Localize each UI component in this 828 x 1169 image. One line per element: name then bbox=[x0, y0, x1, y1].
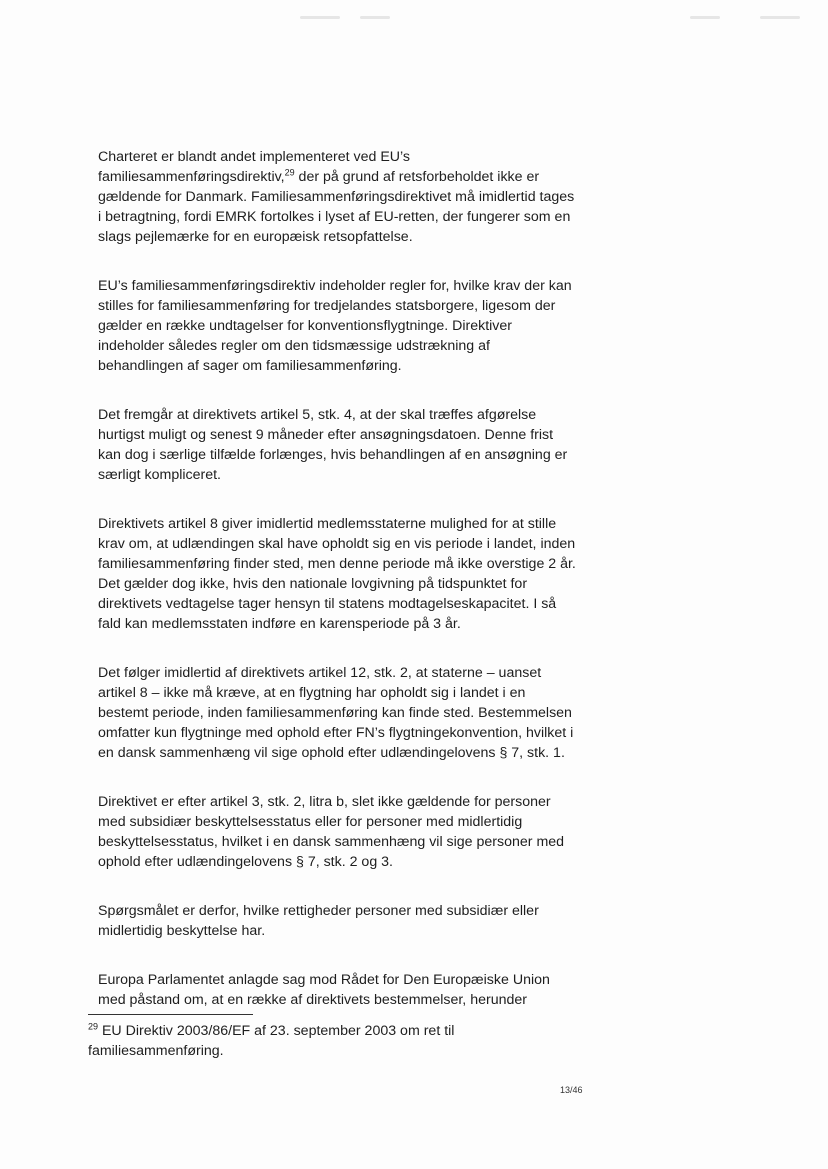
scan-artifact bbox=[300, 16, 340, 19]
paragraph-1-text-before: Charteret er blandt andet implementeret ved EU’s familiesammenføringsdirektiv, bbox=[98, 149, 411, 185]
paragraph-2: EU’s familiesammenføringsdirektiv indeholder regler for, hvilke krav der kan stilles for familiesammenføring for tredjelandes statsborgere, ligesom der gælder en række undtagelser for konventionsflygtninge. Direktiver indeholder således regler om den tidsmæssige udstrækning af behandlingen af sager om familiesammenføring. bbox=[98, 278, 572, 374]
paragraph-1 bbox=[98, 147, 578, 247]
scan-artifact bbox=[360, 16, 390, 19]
paragraph-3: Det fremgår at direktivets artikel 5, stk. 4, at der skal træffes afgørelse hurtigst muligt og senest 9 måneder efter ansøgningsdatoen. Denne frist kan dog i særlige tilfælde forlænges, hvis behandlingen af en ansøgning er særligt kompliceret. bbox=[98, 407, 568, 483]
paragraph-4: Direktivets artikel 8 giver imidlertid medlemsstaterne mulighed for at stille krav om, at udlændingen skal have opholdt sig en vis periode i landet, inden familiesammenføring finder sted, men denne periode må ikke overstige 2 år. Det gælder dog ikke, hvis den nationale lovgivning på tidspunktet for direktivets vedtagelse tager hensyn til statens modtagelseskapacitet. I så fald kan medlemsstaten indføre en karensperiode på 3 år. bbox=[98, 516, 576, 632]
paragraph-6: Direktivet er efter artikel 3, stk. 2, litra b, slet ikke gældende for personer med subsidiær beskyttelsesstatus eller for personer med midlertidig beskyttelsesstatus, hvilket i en dansk sammenhæng vil sige personer med ophold efter udlændingelovens § 7, stk. 2 og 3. bbox=[98, 794, 565, 870]
scan-artifact bbox=[690, 16, 720, 19]
footnote-text: EU Direktiv 2003/86/EF af 23. september 2003 om ret til familiesammenføring. bbox=[88, 1023, 455, 1059]
footnote-separator bbox=[88, 1014, 253, 1015]
footnote bbox=[88, 1021, 508, 1061]
paragraph-1-text-after: der på grund af retsforbeholdet ikke er gældende for Danmark. Familiesammenføringsdirektivet må imidlertid tages i betragtning, fordi EMRK fortolkes i lyset af EU-retten, der fungerer som en slags pejlemærke for en europæisk retsopfattelse. bbox=[98, 169, 575, 245]
footnote-reference: 29 bbox=[284, 167, 295, 178]
paragraph-8: Europa Parlamentet anlagde sag mod Rådet for Den Europæiske Union med påstand om, at en række af direktivets bestemmelser, herunder bbox=[98, 972, 550, 1008]
footnote-number: 29 bbox=[88, 1021, 99, 1032]
paragraph-7: Spørgsmålet er derfor, hvilke rettigheder personer med subsidiær eller midlertidig beskyttelse har. bbox=[98, 903, 539, 939]
scan-artifact bbox=[760, 16, 800, 19]
body-text bbox=[98, 147, 578, 1039]
page-number: 13/46 bbox=[560, 1085, 583, 1095]
paragraph-5: Det følger imidlertid af direktivets artikel 12, stk. 2, at staterne – uanset artikel 8 – ikke må kræve, at en flygtning har opholdt sig i landet i en bestemt periode, inden familiesammenføring kan finde sted. Bestemmelsen omfatter kun flygtninge med ophold efter FN’s flygtningekonvention, hvilket i en dansk sammenhæng vil sige ophold efter udlændingelovens § 7, stk. 1. bbox=[98, 665, 574, 761]
